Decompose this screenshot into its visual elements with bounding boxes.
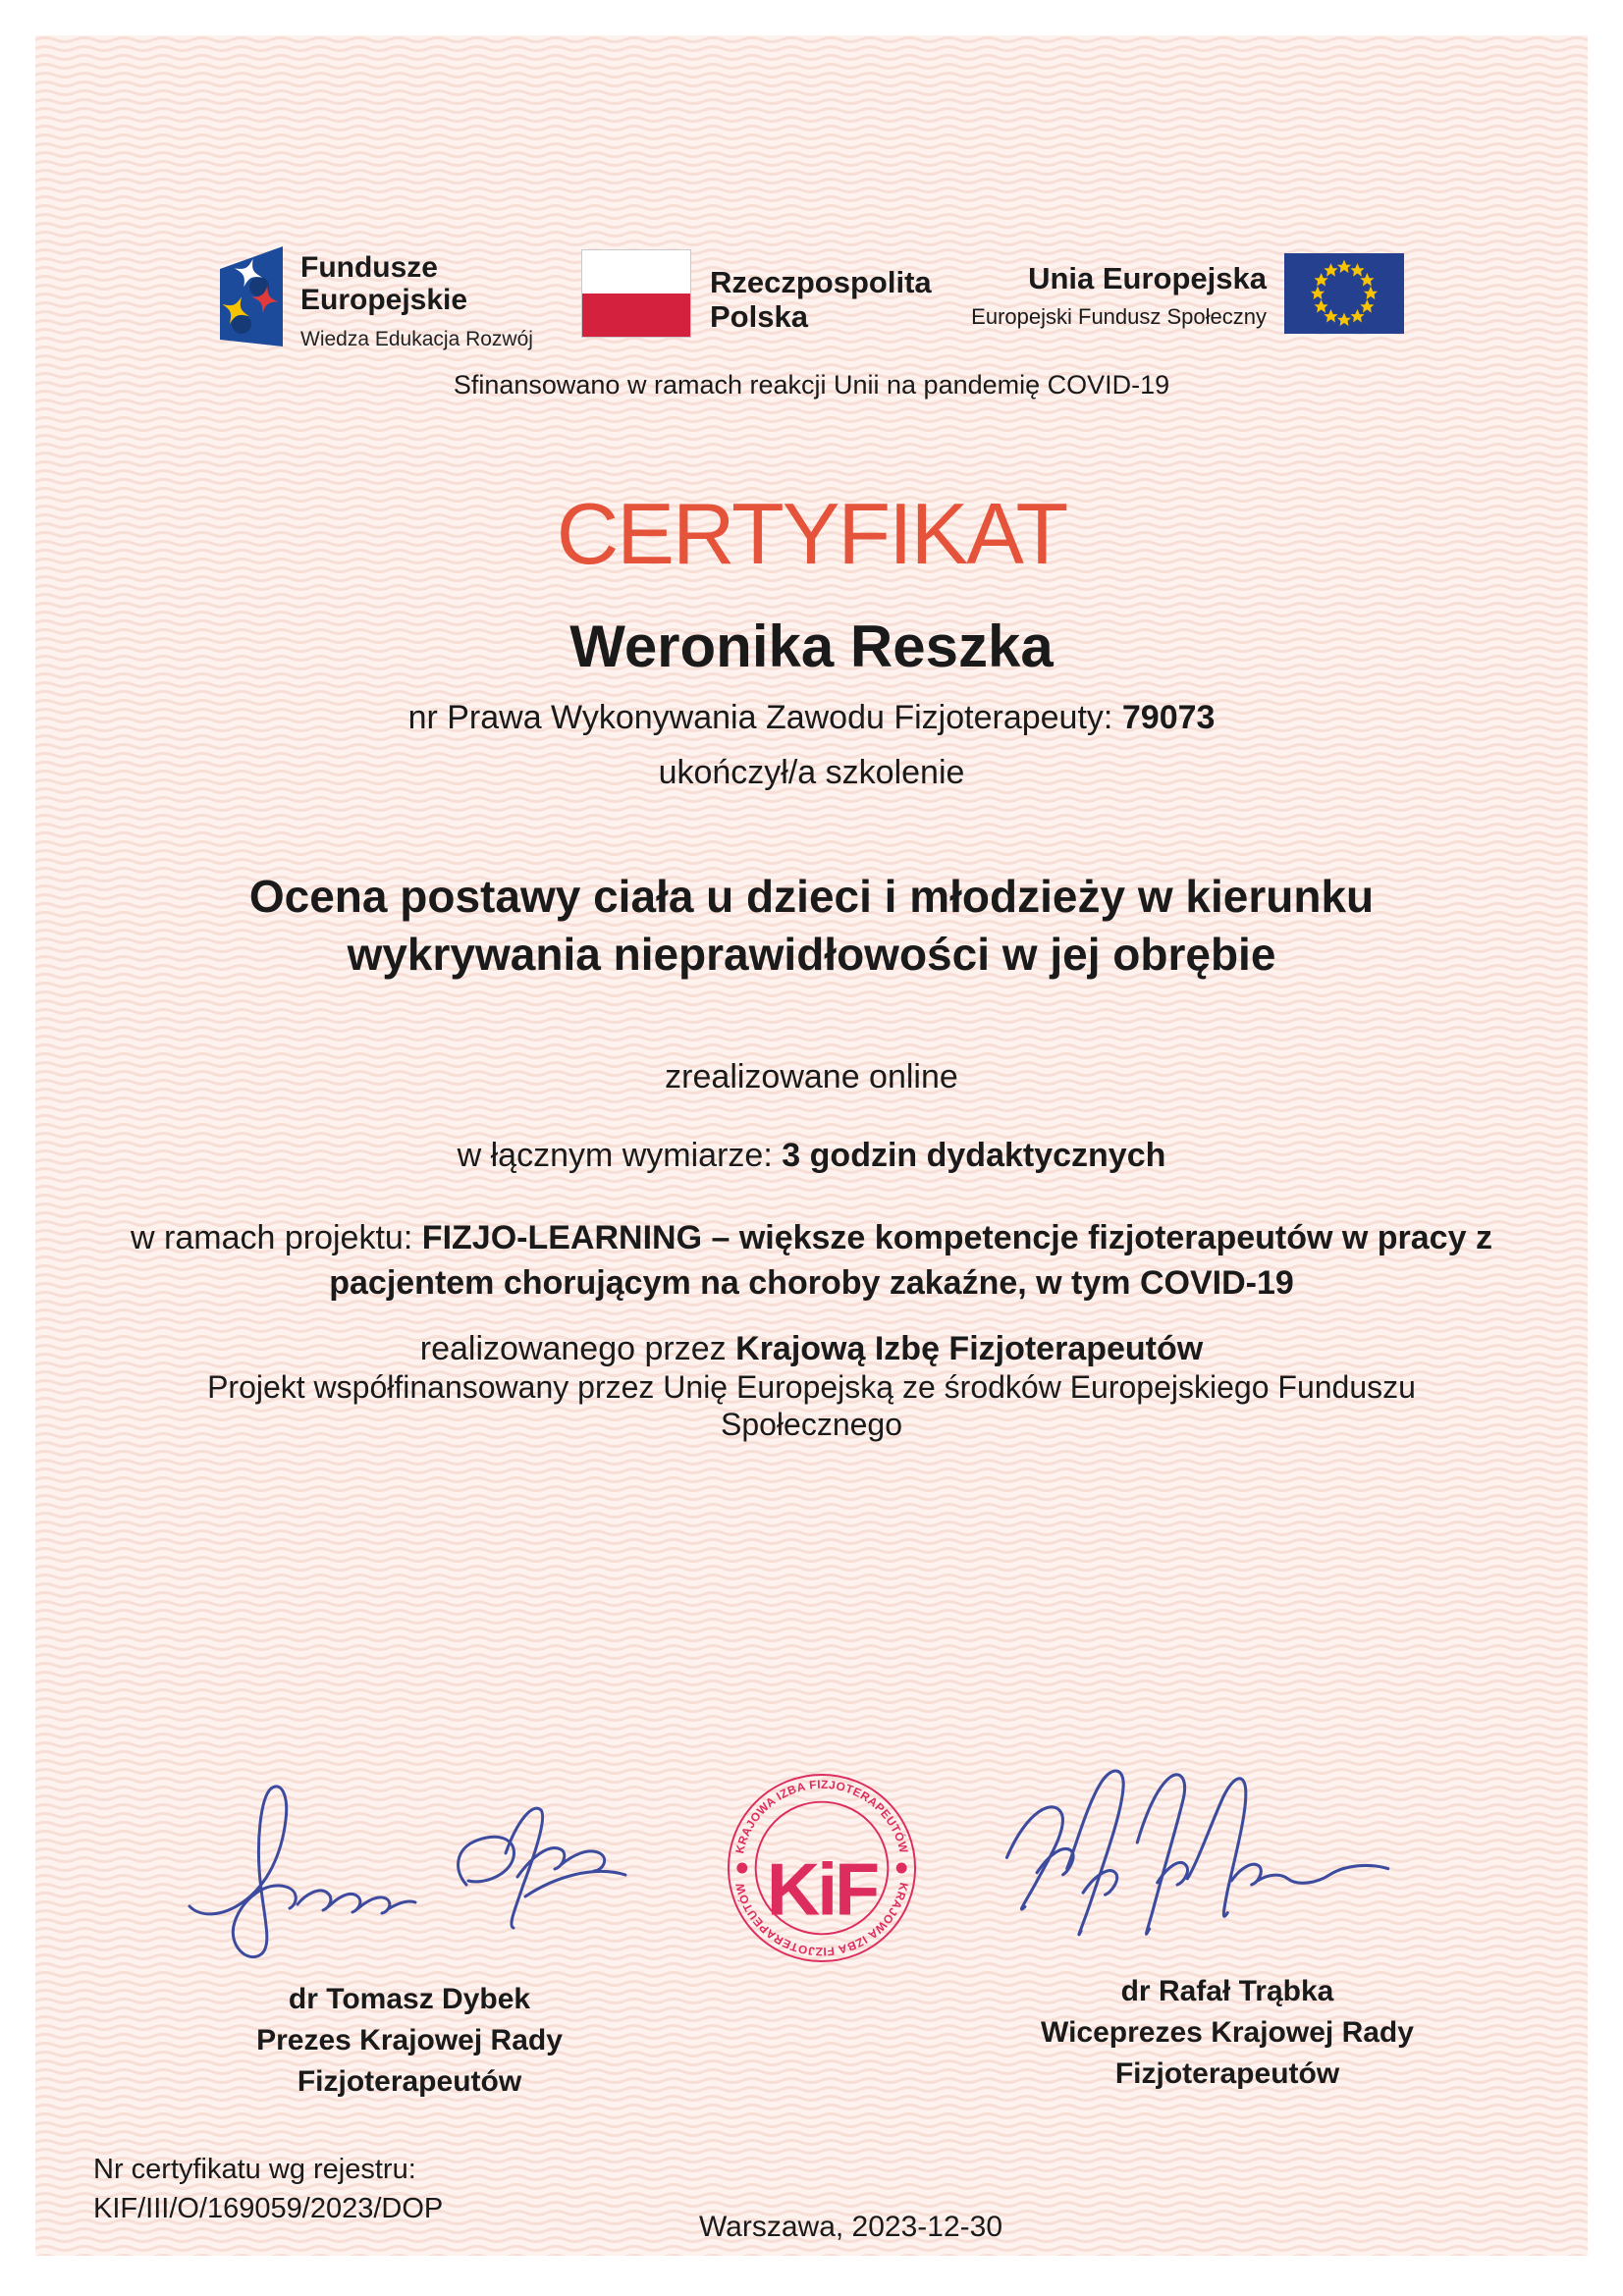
fe-title-line2: Europejskie <box>300 284 468 316</box>
signatory-left-role2: Fizjoterapeutów <box>297 2065 522 2098</box>
signature-tomasz-dybek-autograph <box>172 1759 663 1975</box>
organizer-label: realizowanego przez <box>419 1330 727 1367</box>
pl-title-line1: Rzeczpospolita <box>710 265 932 299</box>
recipient-name: Weronika Reszka <box>569 614 1054 679</box>
fe-subtitle: Wiedza Edukacja Rozwój <box>300 328 533 350</box>
fundusze-europejskie-wordmark <box>300 251 533 355</box>
eu-flag-icon <box>1284 253 1404 334</box>
rzeczpospolita-polska-wordmark <box>710 265 932 334</box>
project-label: w ramach projektu: <box>131 1219 413 1256</box>
project-name: FIZJO-LEARNING – większe kompetencje fizjoterapeutów w pracy z pacjentem chorującym na choroby zakaźne, w tym COVID-19 <box>329 1219 1492 1302</box>
stamp-org-name-bottom: KRAJOWA IZBA FIZJOTERAPEUTÓW <box>732 1881 911 1959</box>
organizer-name: Krajową Izbę Fizjoterapeutów <box>735 1330 1204 1367</box>
registry-label: Nr certyfikatu wg rejestru: <box>93 2154 416 2185</box>
course-title: Ocena postawy ciała u dzieci i młodzieży w kierunku wykrywania nieprawidłowości w jej obrębie <box>248 871 1375 980</box>
cofinancing-note: Projekt współfinansowany przez Unię Europejską ze środków Europejskiego Funduszu Społecznego <box>207 1369 1416 1442</box>
duration-label: w łącznym wymiarze: <box>457 1137 773 1174</box>
license-line <box>0 699 1623 737</box>
certificate-title: CERTYFIKAT <box>556 485 1067 582</box>
signatory-right-role2: Fizjoterapeutów <box>1114 2057 1340 2090</box>
completed-line: ukończył/a szkolenie <box>658 754 965 791</box>
mode-line: zrealizowane online <box>665 1058 958 1095</box>
signatory-right-block <box>982 1971 1473 2095</box>
registry-number: KIF/III/O/169059/2023/DOP <box>93 2193 444 2224</box>
fundusze-europejskie-logo-icon <box>215 238 288 351</box>
signatory-left-role1: Prezes Krajowej Rady <box>256 2024 563 2056</box>
eu-subtitle: Europejski Fundusz Społeczny <box>971 304 1267 329</box>
license-number: 79073 <box>1121 699 1216 736</box>
organizer-line <box>0 1330 1623 1368</box>
license-label: nr Prawa Wykonywania Zawodu Fizjoterapeuty: <box>407 699 1113 736</box>
eu-title: Unia Europejska <box>1028 261 1267 295</box>
signatory-right-name: dr Rafał Trąbka <box>1120 1975 1334 2007</box>
project-line <box>0 1215 1623 1306</box>
unia-europejska-wordmark <box>971 261 1267 330</box>
kif-stamp <box>725 1771 919 1965</box>
stamp-org-name-top: KRAJOWA IZBA FIZJOTERAPEUTÓW <box>732 1777 911 1855</box>
signatory-right-role1: Wiceprezes Krajowej Rady <box>1041 2016 1414 2049</box>
signatory-left-name: dr Tomasz Dybek <box>288 1983 531 2015</box>
signature-rafal-trabka-autograph <box>987 1762 1448 1963</box>
stamp-monogram: KiF <box>766 1847 878 1931</box>
place-and-date: Warszawa, 2023-12-30 <box>698 2211 1003 2243</box>
duration-value: 3 godzin dydaktycznych <box>782 1137 1166 1174</box>
signatory-left-block <box>164 1979 655 2103</box>
poland-flag-icon <box>581 249 691 338</box>
duration-line <box>0 1137 1623 1175</box>
funding-note: Sfinansowano w ramach reakcji Unii na pandemię COVID-19 <box>453 370 1170 400</box>
pl-title-line2: Polska <box>710 299 808 334</box>
fe-title-line1: Fundusze <box>300 251 438 284</box>
